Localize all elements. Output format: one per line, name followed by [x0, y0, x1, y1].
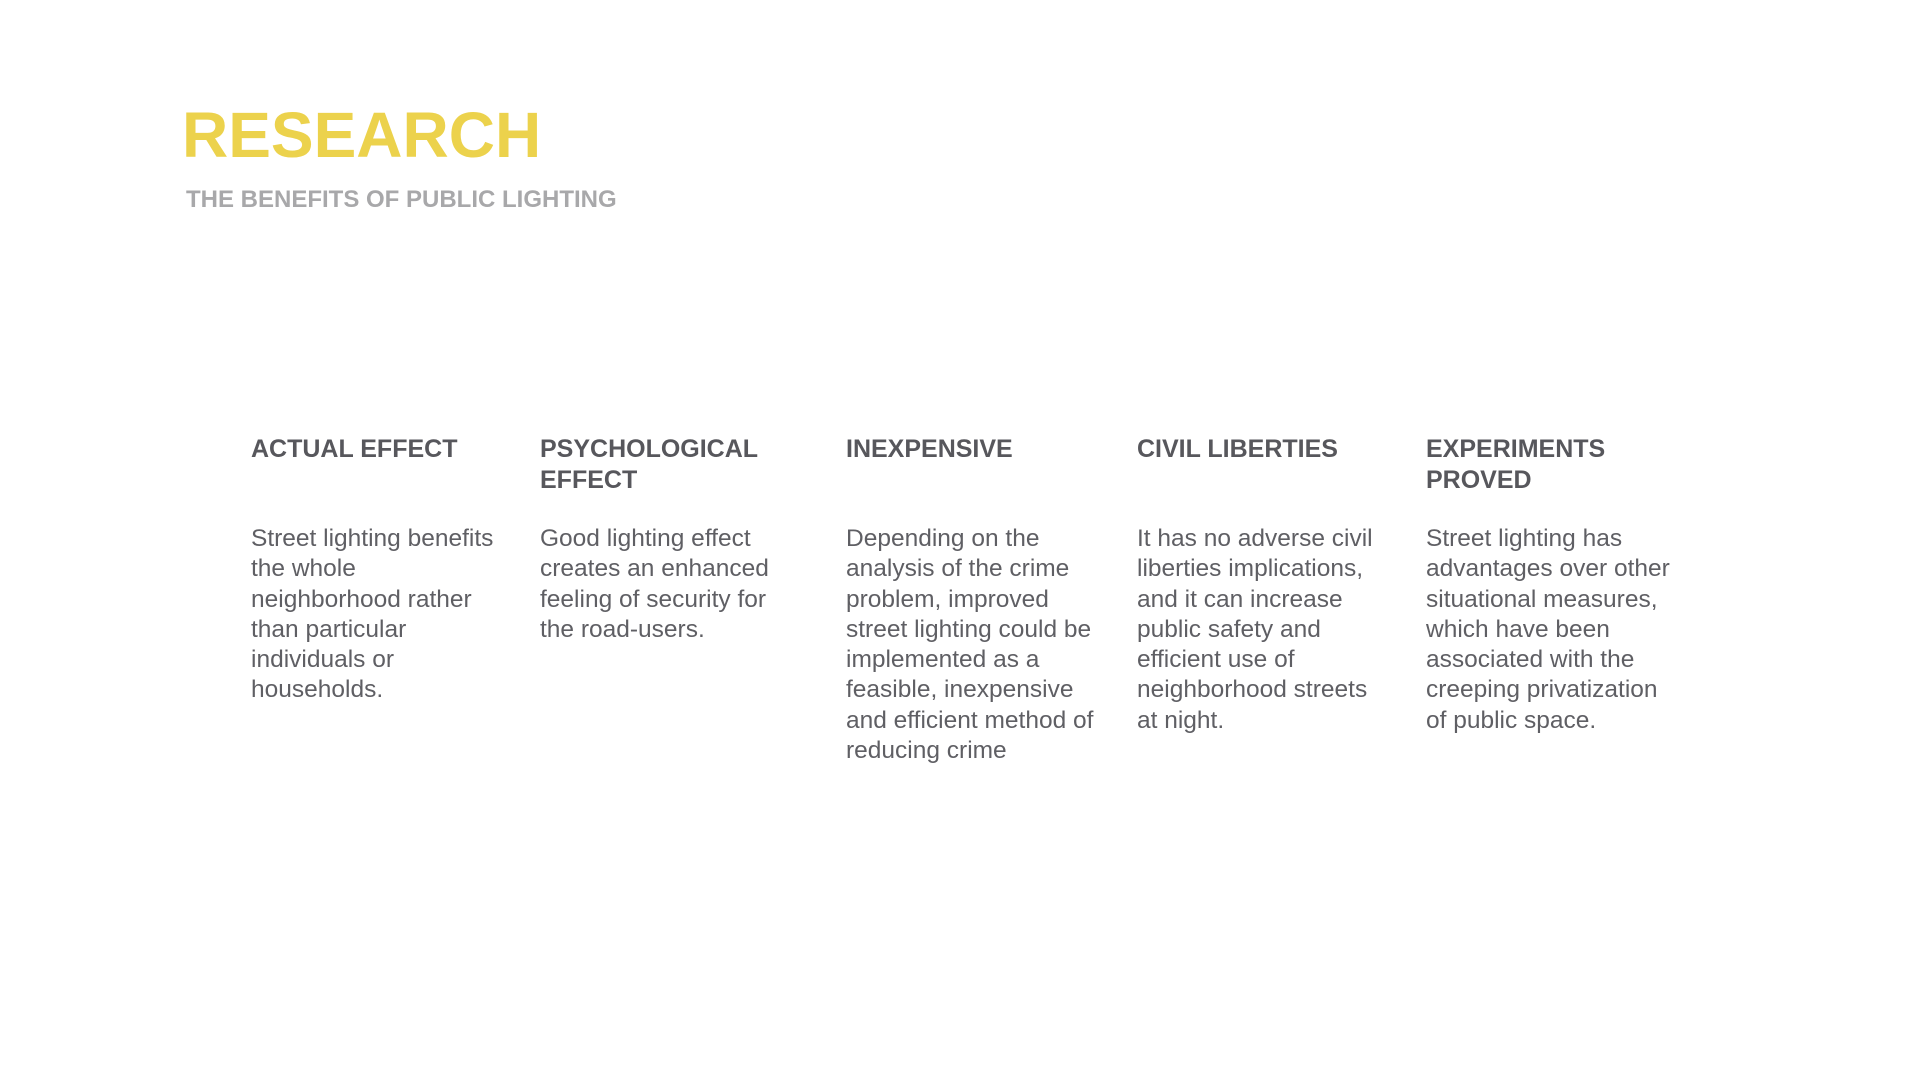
benefit-column-psychological-effect — [540, 434, 795, 645]
benefit-description: Street lighting has advantages over other situational measures, which have been associated with the creeping privatization of public space. — [1426, 525, 1670, 734]
benefit-heading: ACTUAL EFFECT — [251, 435, 458, 463]
benefit-heading: CIVIL LIBERTIES — [1137, 435, 1338, 463]
benefit-description: It has no adverse civil liberties implications, and it can increase public safety and efficient use of neighborhood streets at night. — [1137, 525, 1373, 734]
page-subtitle: THE BENEFITS OF PUBLIC LIGHTING — [186, 186, 617, 213]
benefit-column-inexpensive — [846, 434, 1101, 766]
benefit-description: Street lighting benefits the whole neighborhood rather than particular individuals or households. — [251, 525, 494, 704]
benefit-column-civil-liberties — [1137, 434, 1392, 736]
benefit-description: Depending on the analysis of the crime problem, improved street lighting could be implemented as a feasible, inexpensive and efficient method of reducing crime — [846, 525, 1094, 765]
benefit-description: Good lighting effect creates an enhanced feeling of security for the road-users. — [540, 525, 769, 643]
benefit-column-experiments-proved — [1426, 434, 1681, 736]
benefit-heading: EXPERIMENTS PROVED — [1426, 435, 1606, 494]
benefit-heading: PSYCHOLOGICAL EFFECT — [540, 435, 758, 494]
benefit-column-actual-effect — [251, 434, 506, 706]
benefit-heading: INEXPENSIVE — [846, 435, 1013, 463]
page-title: RESEARCH — [182, 99, 542, 171]
